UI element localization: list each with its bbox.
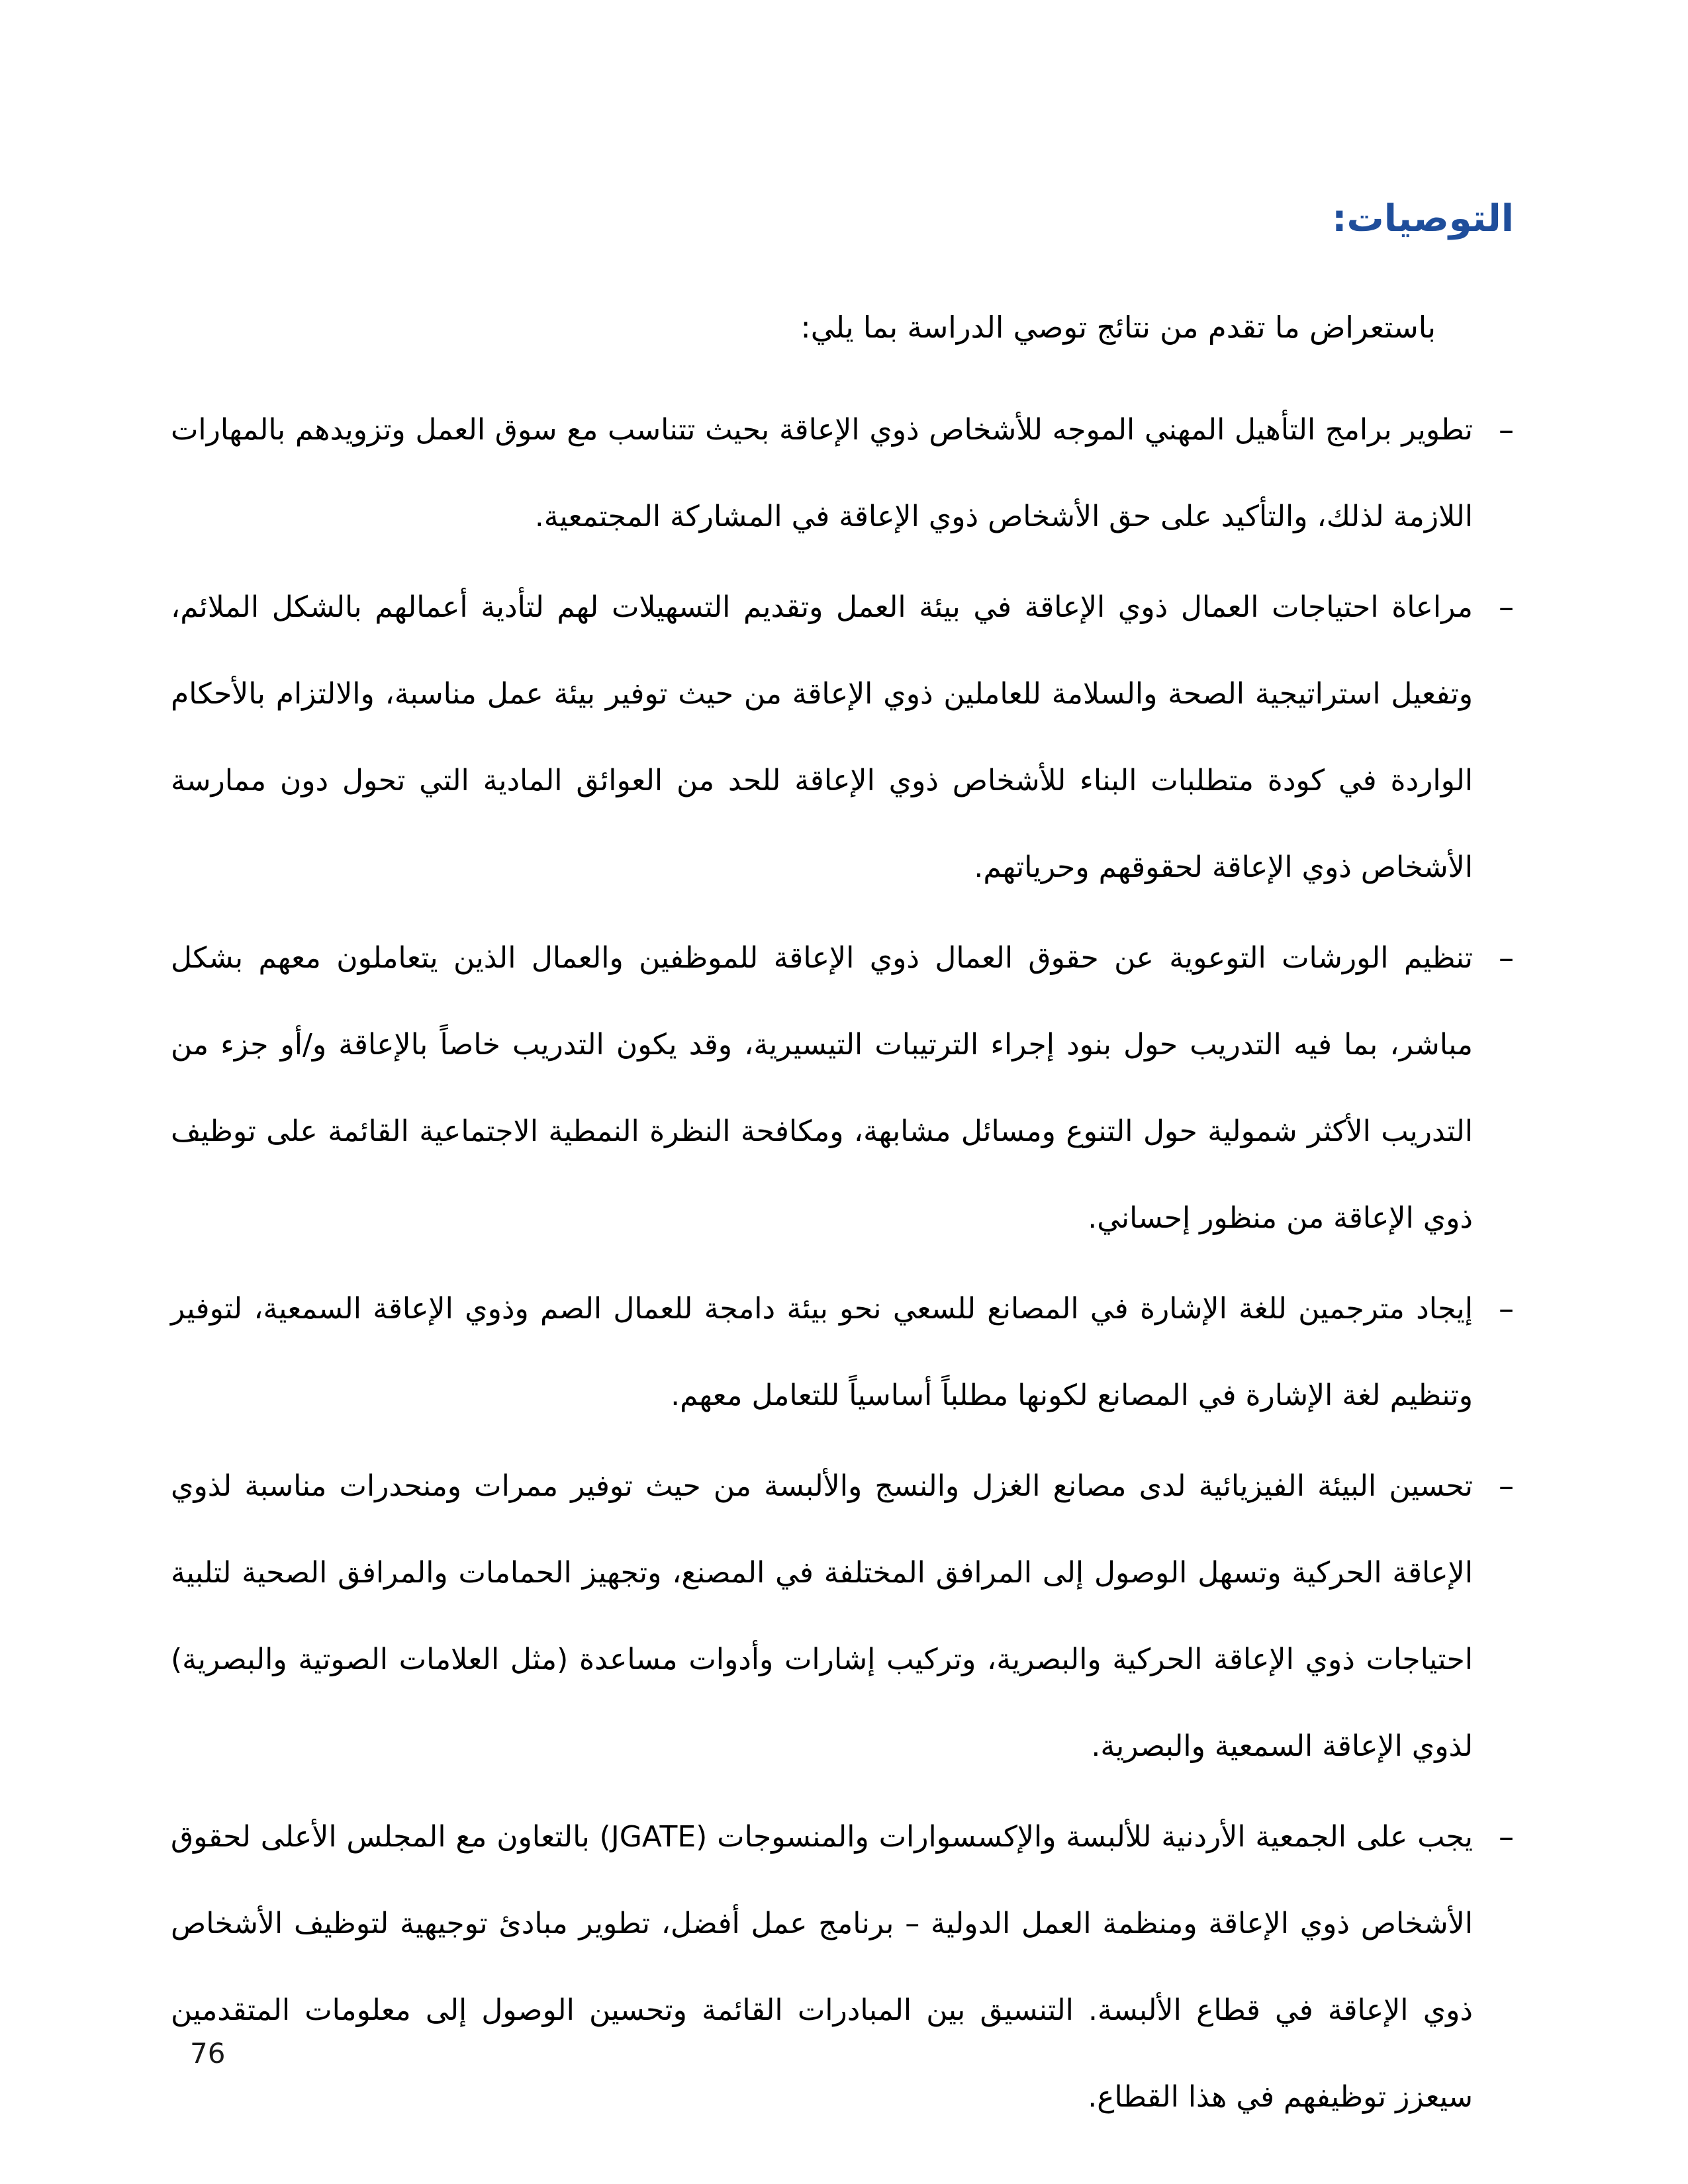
- recommendation-text: يجب على الجمعية الأردنية للألبسة والإكسسوارات والمنسوجات (JGATE) بالتعاون مع المجلس الأعلى لحقوق الأشخاص ذوي الإعاقة ومنظمة العمل الدولية – برنامج عمل أفضل، تطوير مبادئ توجيهية لتوظيف الأشخاص ذوي الإعاقة في قطاع الألبسة. التنسيق بين المبادرات القائمة وتحسين الوصول إلى معلومات المتقدمين سيعزز توظيفهم في هذا القطاع.: [171, 1819, 1473, 2114]
- list-item: [171, 1265, 1514, 1439]
- recommendation-text: مراعاة احتياجات العمال ذوي الإعاقة في بيئة العمل وتقديم التسهيلات لهم لتأدية أعمالهم بالشكل الملائم، وتفعيل استراتيجية الصحة والسلامة للعاملين ذوي الإعاقة من حيث توفير بيئة عمل مناسبة، والالتزام بالأحكام الواردة في كودة متطلبات البناء للأشخاص ذوي الإعاقة للحد من العوائق المادية التي تحول دون ممارسة الأشخاص ذوي الإعاقة لحقوقهم وحرياتهم.: [171, 590, 1473, 884]
- list-item: [171, 1443, 1514, 1790]
- list-item: [171, 387, 1514, 560]
- recommendation-text: تنظيم الورشات التوعوية عن حقوق العمال ذوي الإعاقة للموظفين والعمال الذين يتعاملون معهم بشكل مباشر، بما فيه التدريب حول بنود إجراء الترتيبات التيسيرية، وقد يكون التدريب خاصاً بالإعاقة و/أو جزء من التدريب الأكثر شمولية حول التنوع ومسائل مشابهة، ومكافحة النظرة النمطية الاجتماعية القائمة على توظيف ذوي الإعاقة من منظور إحساني.: [171, 940, 1473, 1235]
- page-content: [171, 0, 1514, 2144]
- list-item: [171, 915, 1514, 1261]
- recommendation-text: تطوير برامج التأهيل المهني الموجه للأشخاص ذوي الإعاقة بحيث تتناسب مع سوق العمل وتزويدهم بالمهارات اللازمة لذلك، والتأكيد على حق الأشخاص ذوي الإعاقة في المشاركة المجتمعية.: [171, 412, 1473, 533]
- dash-bullet-icon: –: [1499, 1290, 1514, 1326]
- page-title: التوصيات:: [1332, 197, 1514, 240]
- recommendations-list: [171, 387, 1514, 2140]
- page-number: 76: [190, 2037, 226, 2070]
- dash-bullet-icon: –: [1499, 1818, 1514, 1854]
- intro-sentence: باستعراض ما تقدم من نتائج توصي الدراسة بما يلي:: [800, 309, 1436, 345]
- list-item: [171, 1794, 1514, 2140]
- dash-bullet-icon: –: [1499, 411, 1514, 447]
- recommendation-text: تحسين البيئة الفيزيائية لدى مصانع الغزل والنسج والألبسة من حيث توفير ممرات ومنحدرات مناسبة لذوي الإعاقة الحركية وتسهل الوصول إلى المرافق المختلفة في المصنع، وتجهيز الحمامات والمرافق الصحية لتلبية احتياجات ذوي الإعاقة الحركية والبصرية، وتركيب إشارات وأدوات مساعدة (مثل العلامات الصوتية والبصرية) لذوي الإعاقة السمعية والبصرية.: [171, 1469, 1473, 1763]
- recommendation-text: إيجاد مترجمين للغة الإشارة في المصانع للسعي نحو بيئة دامجة للعمال الصم وذوي الإعاقة السمعية، لتوفير وتنظيم لغة الإشارة في المصانع لكونها مطلباً أساسياً للتعامل معهم.: [171, 1291, 1473, 1412]
- dash-bullet-icon: –: [1499, 1467, 1514, 1504]
- list-item: [171, 564, 1514, 911]
- dash-bullet-icon: –: [1499, 939, 1514, 976]
- dash-bullet-icon: –: [1499, 588, 1514, 625]
